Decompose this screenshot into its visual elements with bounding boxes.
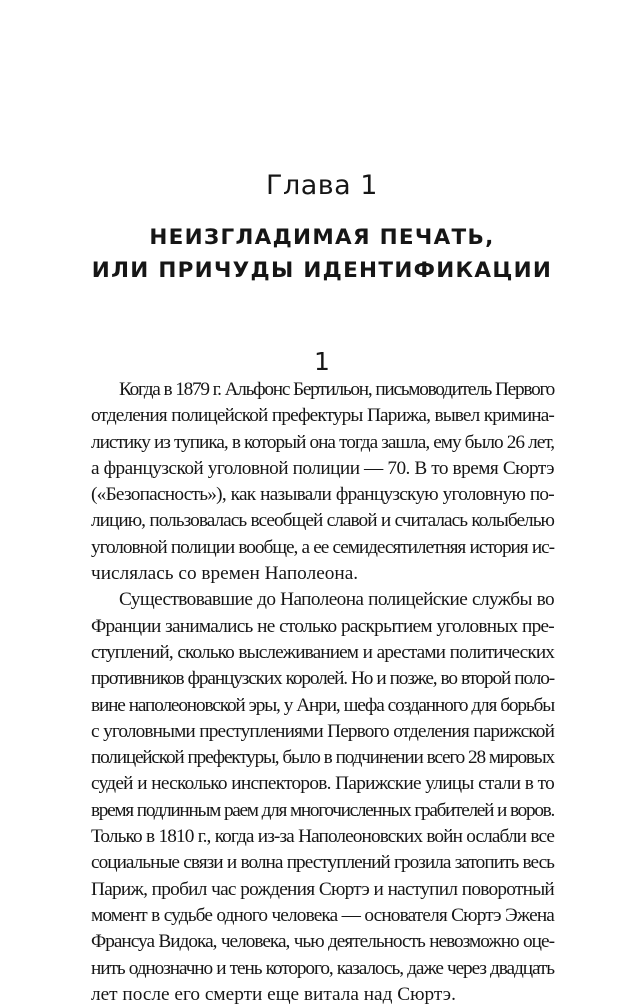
chapter-title: Глава 1 — [266, 170, 378, 201]
chapter-subtitle-line: НЕИЗГЛАДИМАЯ ПЕЧАТЬ, — [149, 225, 495, 250]
text-line: время подлинным раем для многочисленных грабителей и воров. — [91, 799, 554, 821]
text-line: Только в 1810 г., когда из-за Наполеоновских войн ослабли все — [91, 826, 554, 848]
text-line: Франсуа Видока, человека, чью деятельность невозможно оце- — [91, 931, 554, 953]
section-number: 1 — [314, 347, 330, 376]
text-line: судей и несколько инспекторов. Парижские улицы стали в то — [91, 773, 554, 795]
text-line: («Безопасность»), как называли французскую уголовную по- — [91, 484, 554, 506]
text-line: Существовавшие до Наполеона полицейские службы во — [119, 589, 554, 611]
text-line: отделения полицейской префектуры Парижа, вывел кримина- — [91, 405, 554, 427]
text-line: ступлений, сколько выслеживанием и арестами политических — [91, 641, 554, 663]
text-line: Франции занимались не столько раскрытием уголовных пре- — [91, 615, 554, 637]
text-line: момент в судьбе одного человека — основателя Сюртэ Эжена — [91, 904, 554, 926]
text-line: Когда в 1879 г. Альфонс Бертильон, письмоводитель Первого — [119, 379, 554, 400]
paragraph — [91, 587, 554, 1008]
text-line: уголовной полиции вообще, а ее семидесятилетняя история ис- — [91, 536, 554, 558]
text-line: лет после его смерти еще витала над Сюртэ. — [91, 983, 456, 1005]
text-line: лицию, пользовалась всеобщей славой и считалась колыбелью — [91, 510, 554, 532]
text-line: листику из тупика, в который она тогда зашла, ему было 26 лет, — [91, 431, 554, 453]
paragraph — [91, 377, 554, 587]
chapter-subtitle-line: ИЛИ ПРИЧУДЫ ИДЕНТИФИКАЦИИ — [91, 258, 553, 283]
text-line: вине наполеоновской эры, у Анри, шефа созданного для борьбы — [91, 694, 554, 716]
chapter-subtitle — [0, 221, 644, 287]
text-line: Париж, пробил час рождения Сюртэ и наступил поворотный — [91, 878, 554, 900]
text-line: полицейской префектуры, было в подчинении всего 28 мировых — [91, 747, 554, 769]
text-line: социальные связи и волна преступлений грозила затопить весь — [91, 852, 554, 874]
body-text — [91, 377, 554, 1008]
text-line: нить однозначно и тень которого, казалось, даже через двадцать — [91, 957, 554, 979]
text-line: а французской уголовной полиции — 70. В то время Сюртэ — [91, 457, 554, 479]
text-line: числялась со времен Наполеона. — [91, 563, 359, 585]
text-line: противников французских королей. Но и позже, во второй поло- — [91, 668, 554, 690]
text-line: с уголовными преступлениями Первого отделения парижской — [91, 720, 554, 742]
